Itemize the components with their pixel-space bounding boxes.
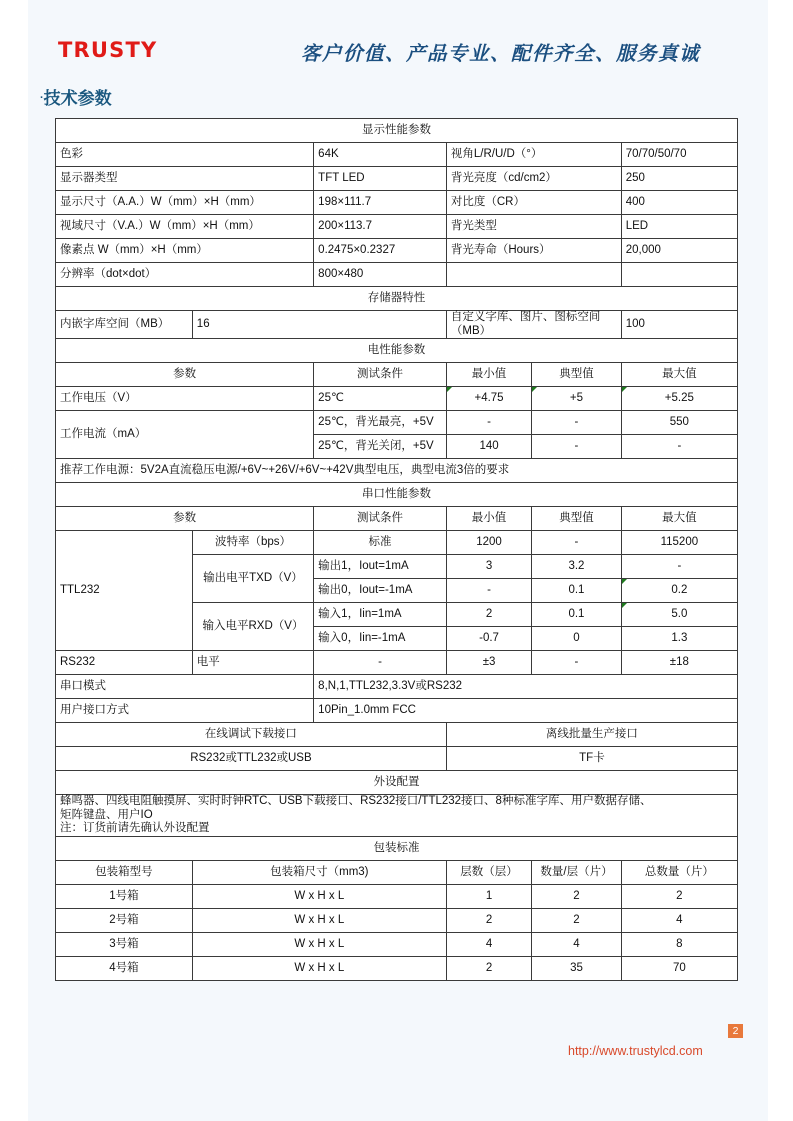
cell-key: 内嵌字库空间（MB） xyxy=(56,311,193,339)
cell-value: 64K xyxy=(314,143,447,167)
col-header-total: 总数量（片） xyxy=(621,860,737,884)
band-packaging: 包装标准 xyxy=(56,836,738,860)
cell-key: 显示器类型 xyxy=(56,167,314,191)
table-band-row xyxy=(56,836,738,860)
cell-box-size: W x H x L xyxy=(192,908,446,932)
cell-value: 800×480 xyxy=(314,263,447,287)
cell-min: - xyxy=(446,579,531,603)
band-memory: 存储器特性 xyxy=(56,287,738,311)
cell-condition: 输入1，Iin=1mA xyxy=(314,603,447,627)
col-header-min: 最小值 xyxy=(446,507,531,531)
col-header-min: 最小值 xyxy=(446,363,531,387)
cell-typ: - xyxy=(532,531,621,555)
cell-peripherals-text xyxy=(56,795,738,837)
cell-value: 400 xyxy=(621,191,737,215)
peripherals-note: 注：订货前请先确认外设配置 xyxy=(60,822,210,835)
cell-power-note: 推荐工作电源：5V2A直流稳压电源/+6V~+26V/+6V~+42V典型电压，典型电流3倍的要求 xyxy=(56,459,738,483)
cell-typ: - xyxy=(532,651,621,675)
band-offline-production: 离线批量生产接口 xyxy=(446,723,737,747)
cell-min: ±3 xyxy=(446,651,531,675)
cell-typ: +5 xyxy=(532,387,621,411)
peripherals-line-1: 蜂鸣器、四线电阻触摸屏、实时时钟RTC、USB下载接口、RS232接口/TTL232接口、8种标准字库、用户数据存储、 xyxy=(60,795,652,808)
table-row xyxy=(56,908,738,932)
cell-box-model: 3号箱 xyxy=(56,932,193,956)
cell-key: 显示尺寸（A.A.）W（mm）×H（mm） xyxy=(56,191,314,215)
col-header-condition: 测试条件 xyxy=(314,363,447,387)
cell-param: 工作电流（mA） xyxy=(56,411,314,459)
cell-min: - xyxy=(446,411,531,435)
cell-max: 550 xyxy=(621,411,737,435)
table-row xyxy=(56,651,738,675)
brand-logo: TRUSTY xyxy=(58,38,158,62)
table-band-row xyxy=(56,287,738,311)
cell-typ: - xyxy=(532,411,621,435)
cell-key: 视域尺寸（V.A.）W（mm）×H（mm） xyxy=(56,215,314,239)
col-header-box-model: 包装箱型号 xyxy=(56,860,193,884)
cell-key: 用户接口方式 xyxy=(56,699,314,723)
cell-layers: 2 xyxy=(446,908,531,932)
cell-key: 像素点 W（mm）×H（mm） xyxy=(56,239,314,263)
cell-max: ±18 xyxy=(621,651,737,675)
table-row xyxy=(56,191,738,215)
cell-value: 100 xyxy=(621,311,737,339)
col-header-typ: 典型值 xyxy=(532,507,621,531)
cell-condition: 输入0，Iin=-1mA xyxy=(314,627,447,651)
table-row xyxy=(56,795,738,837)
cell-min: 140 xyxy=(446,435,531,459)
cell-condition: 25℃ xyxy=(314,387,447,411)
cell-box-model: 2号箱 xyxy=(56,908,193,932)
cell-value: 10Pin_1.0mm FCC xyxy=(314,699,738,723)
cell-value: 200×113.7 xyxy=(314,215,447,239)
cell-value: 70/70/50/70 xyxy=(621,143,737,167)
table-band-row xyxy=(56,119,738,143)
cell-subparam: 电平 xyxy=(192,651,313,675)
col-header-max: 最大值 xyxy=(621,363,737,387)
cell-key: 分辨率（dot×dot） xyxy=(56,263,314,287)
table-row xyxy=(56,531,738,555)
col-header-per-layer: 数量/层（片） xyxy=(532,860,621,884)
cell-subparam: 输入电平RXD（V） xyxy=(192,603,313,651)
cell-value: 198×111.7 xyxy=(314,191,447,215)
band-serial: 串口性能参数 xyxy=(56,483,738,507)
cell-key: 视角L/R/U/D（°） xyxy=(446,143,621,167)
table-row xyxy=(56,387,738,411)
cell-min: -0.7 xyxy=(446,627,531,651)
page-number-badge: 2 xyxy=(728,1024,743,1038)
col-header-box-size: 包装箱尺寸（mm3) xyxy=(192,860,446,884)
cell-subparam: 波特率（bps） xyxy=(192,531,313,555)
cell-typ: - xyxy=(532,435,621,459)
cell-condition: 25℃，背光最亮，+5V xyxy=(314,411,447,435)
table-row xyxy=(56,699,738,723)
cell-condition: 25℃，背光关闭，+5V xyxy=(314,435,447,459)
cell-value: 0.2475×0.2327 xyxy=(314,239,447,263)
document-page xyxy=(28,0,768,1121)
cell-total: 2 xyxy=(621,884,737,908)
page-header xyxy=(28,0,768,78)
cell-total: 70 xyxy=(621,956,737,980)
cell-layers: 4 xyxy=(446,932,531,956)
table-row xyxy=(56,239,738,263)
cell-max: 1.3 xyxy=(621,627,737,651)
cell-min: +4.75 xyxy=(446,387,531,411)
table-header-row xyxy=(56,363,738,387)
cell-total: 8 xyxy=(621,932,737,956)
cell-total: 4 xyxy=(621,908,737,932)
section-title-text: 技术参数 xyxy=(43,89,112,108)
cell-per-layer: 4 xyxy=(532,932,621,956)
cell-online-debug-value: RS232或TTL232或USB xyxy=(56,747,447,771)
cell-value-empty xyxy=(621,263,737,287)
cell-offline-production-value: TF卡 xyxy=(446,747,737,771)
cell-key-empty xyxy=(446,263,621,287)
table-band-row xyxy=(56,771,738,795)
col-header-typ: 典型值 xyxy=(532,363,621,387)
col-header-layers: 层数（层） xyxy=(446,860,531,884)
cell-layers: 2 xyxy=(446,956,531,980)
band-electrical: 电性能参数 xyxy=(56,339,738,363)
table-band-row xyxy=(56,483,738,507)
cell-condition: 输出0，Iout=-1mA xyxy=(314,579,447,603)
cell-value: 16 xyxy=(192,311,446,339)
table-row xyxy=(56,956,738,980)
spec-table xyxy=(55,118,738,981)
cell-value: LED xyxy=(621,215,737,239)
cell-param-rs232: RS232 xyxy=(56,651,193,675)
cell-key: 串口模式 xyxy=(56,675,314,699)
cell-key: 色彩 xyxy=(56,143,314,167)
cell-typ: 0 xyxy=(532,627,621,651)
cell-param: 工作电压（V） xyxy=(56,387,314,411)
cell-box-size: W x H x L xyxy=(192,884,446,908)
table-header-row xyxy=(56,860,738,884)
cell-key: 背光亮度（cd/cm2） xyxy=(446,167,621,191)
cell-max: - xyxy=(621,435,737,459)
cell-max: 115200 xyxy=(621,531,737,555)
cell-key: 自定义字库、图片、图标空间（MB） xyxy=(446,311,621,339)
table-row xyxy=(56,932,738,956)
cell-typ: 0.1 xyxy=(532,579,621,603)
col-header-param: 参数 xyxy=(56,363,314,387)
cell-per-layer: 2 xyxy=(532,908,621,932)
cell-min: 2 xyxy=(446,603,531,627)
cell-max: +5.25 xyxy=(621,387,737,411)
cell-value: 20,000 xyxy=(621,239,737,263)
table-row xyxy=(56,884,738,908)
table-row xyxy=(56,747,738,771)
table-band-row xyxy=(56,723,738,747)
cell-key: 背光类型 xyxy=(446,215,621,239)
table-band-row xyxy=(56,339,738,363)
cell-box-model: 4号箱 xyxy=(56,956,193,980)
cell-key: 背光寿命（Hours） xyxy=(446,239,621,263)
cell-condition: 输出1，Iout=1mA xyxy=(314,555,447,579)
cell-value: 8,N,1,TTL232,3.3V或RS232 xyxy=(314,675,738,699)
table-row xyxy=(56,411,738,435)
table-header-row xyxy=(56,507,738,531)
cell-min: 3 xyxy=(446,555,531,579)
cell-min: 1200 xyxy=(446,531,531,555)
cell-max: 0.2 xyxy=(621,579,737,603)
cell-typ: 0.1 xyxy=(532,603,621,627)
footer-url[interactable]: http://www.trustylcd.com xyxy=(568,1044,703,1058)
band-peripherals: 外设配置 xyxy=(56,771,738,795)
cell-per-layer: 2 xyxy=(532,884,621,908)
cell-value: TFT LED xyxy=(314,167,447,191)
table-row xyxy=(56,167,738,191)
cell-group-ttl232: TTL232 xyxy=(56,531,193,651)
bullet-icon: · xyxy=(40,92,44,104)
table-row xyxy=(56,675,738,699)
col-header-param: 参数 xyxy=(56,507,314,531)
table-row xyxy=(56,143,738,167)
table-row xyxy=(56,215,738,239)
cell-key: 对比度（CR） xyxy=(446,191,621,215)
cell-box-size: W x H x L xyxy=(192,956,446,980)
cell-max: 5.0 xyxy=(621,603,737,627)
col-header-max: 最大值 xyxy=(621,507,737,531)
cell-layers: 1 xyxy=(446,884,531,908)
band-display: 显示性能参数 xyxy=(56,119,738,143)
cell-max: - xyxy=(621,555,737,579)
cell-condition: - xyxy=(314,651,447,675)
peripherals-line-2: 矩阵键盘、用户IO xyxy=(60,808,153,821)
table-row xyxy=(56,459,738,483)
company-slogan: 客户价值、产品专业、配件齐全、服务真诚 xyxy=(301,44,701,65)
table-row xyxy=(56,263,738,287)
cell-box-model: 1号箱 xyxy=(56,884,193,908)
cell-per-layer: 35 xyxy=(532,956,621,980)
band-online-debug: 在线调试下载接口 xyxy=(56,723,447,747)
cell-subparam: 输出电平TXD（V） xyxy=(192,555,313,603)
cell-typ: 3.2 xyxy=(532,555,621,579)
cell-box-size: W x H x L xyxy=(192,932,446,956)
table-row xyxy=(56,311,738,339)
cell-value: 250 xyxy=(621,167,737,191)
cell-condition: 标准 xyxy=(314,531,447,555)
section-title xyxy=(40,84,112,109)
col-header-condition: 测试条件 xyxy=(314,507,447,531)
